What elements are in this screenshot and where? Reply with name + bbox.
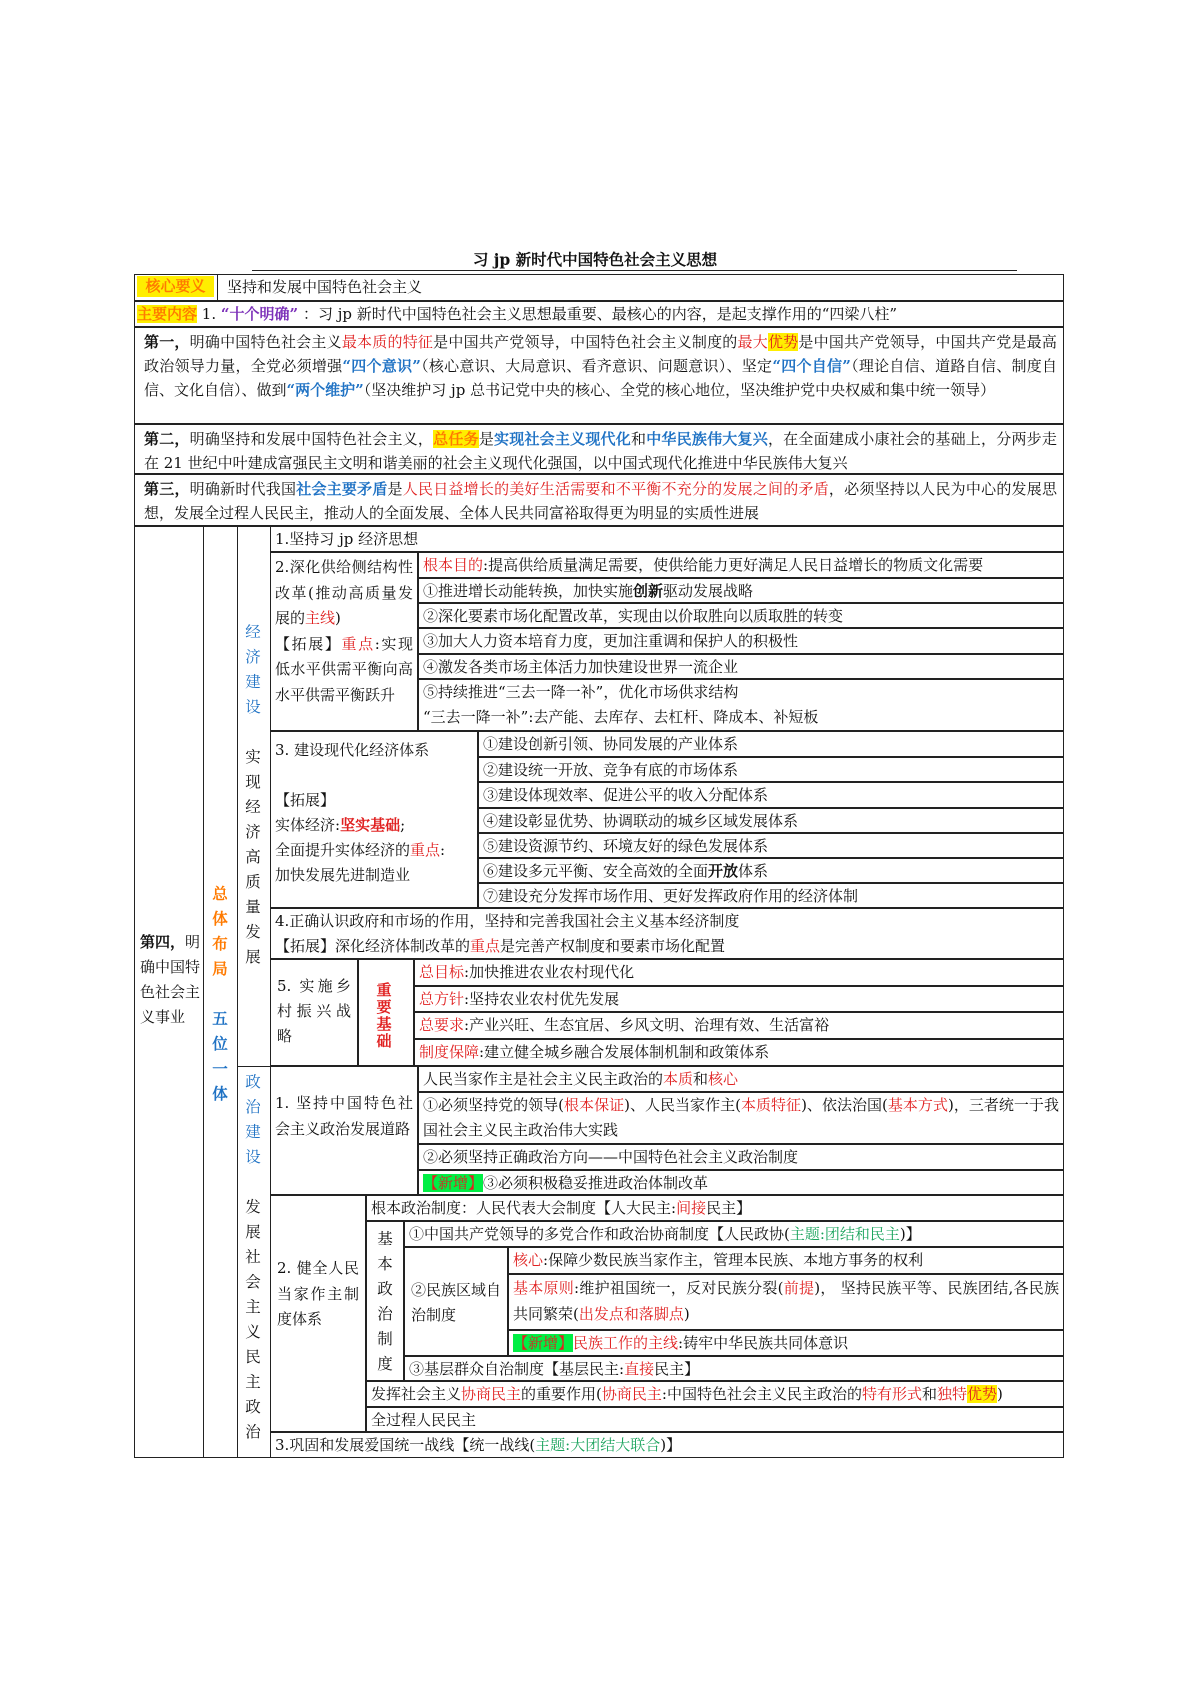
fourth-label-2: 明确中国特色社会主义事业 bbox=[140, 933, 201, 1026]
econ-s3-item-4: ④建设彰显优势、协调联动的城乡区域发展体系 bbox=[478, 808, 1064, 833]
econ-s3-item-7: ⑦建设充分发挥市场作用、更好发挥政府作用的经济体制 bbox=[478, 883, 1064, 908]
econ-s2-item-1 bbox=[418, 552, 1064, 578]
econ-s3-label bbox=[270, 731, 478, 908]
p1-f: 优势 bbox=[767, 333, 799, 351]
pol-b2-r1-a: 核心 bbox=[513, 1251, 544, 1269]
econ-s3-h: : bbox=[440, 841, 446, 859]
pol-b2-label: ②民族区域自治制度 bbox=[404, 1247, 508, 1356]
p2-c: 总任务 bbox=[433, 430, 479, 448]
point-3 bbox=[134, 474, 1064, 526]
overall-layout-label: 总体布局 bbox=[212, 884, 228, 978]
pol-b2-r2-c: 前提 bbox=[783, 1279, 815, 1297]
econ-s2-e: 重点 bbox=[341, 634, 375, 653]
econ-s3-g: 重点 bbox=[410, 841, 441, 859]
s2i6-line1: ⑤持续推进“三去一降一补”，优化市场供求结构 bbox=[423, 683, 739, 701]
s3i6-c: 体系 bbox=[738, 862, 769, 880]
pol-b3-a: ③基层群众自治制度【基层民主: bbox=[409, 1360, 625, 1378]
p3-c: 社会主要矛盾 bbox=[296, 480, 388, 498]
pol-s1-r3: ②必须坚持正确政治方向——中国特色社会主义政治制度 bbox=[418, 1144, 1064, 1170]
p1-i: （核心意识、大局意识、看齐意识、问题意识）、坚定 bbox=[420, 357, 773, 375]
main-label: 主要内容 bbox=[137, 305, 198, 323]
pol-s1-r2-g: )，三者统一于我国社会主义民主政治伟大实践 bbox=[423, 1096, 1059, 1139]
econ-pol-divider bbox=[237, 1066, 270, 1067]
econ-s3-item-2: ②建设统一开放、竞争有底的市场体系 bbox=[478, 757, 1064, 782]
pol-s1-r1-a: 人民当家作主是社会主义民主政治的 bbox=[423, 1070, 664, 1088]
econ-s3-a: 3. 建设现代化经济体系 bbox=[275, 741, 430, 759]
s5i1-b: :加快推进农业农村现代化 bbox=[464, 963, 635, 981]
pol-s1-r1-c: 和 bbox=[693, 1070, 709, 1088]
pol-s1-r2-a: ①必须坚持党的领导( bbox=[423, 1096, 565, 1114]
econ-s3-item-3: ③建设体现效率、促进公平的收入分配体系 bbox=[478, 782, 1064, 808]
core-row bbox=[134, 274, 1064, 301]
basic-system-cell bbox=[366, 1221, 404, 1381]
pol-s1-r1-d: 核心 bbox=[708, 1070, 739, 1088]
s5i3-a: 总要求 bbox=[419, 1016, 465, 1034]
econ-s5-item-4 bbox=[414, 1039, 1064, 1066]
pol-s3 bbox=[270, 1432, 1064, 1458]
econ-s2-item-2 bbox=[418, 578, 1064, 603]
pol-s2-r5-h: 独特 bbox=[937, 1385, 968, 1403]
p1-g: 是中国共产党领导，中国共产党是最高政治领导力量，全党必须增强 bbox=[144, 333, 1057, 375]
p1-k: （理论自信、道路自信、制度自信、文化自信）、做到 bbox=[144, 357, 1057, 399]
pol-s2-r5-c: 的重要作用( bbox=[521, 1385, 602, 1403]
pol-b2-r2-f: ) bbox=[683, 1305, 690, 1323]
econ-s3-item-6 bbox=[478, 858, 1064, 883]
pol-s2-r1 bbox=[366, 1195, 1064, 1221]
pol-b1-b: 主题:团结和民主 bbox=[789, 1225, 900, 1243]
econ-s2-b: 主线 bbox=[305, 609, 336, 627]
econ-title: 经济建设 bbox=[245, 623, 261, 716]
pol-b3 bbox=[404, 1356, 1064, 1381]
main-content-row bbox=[134, 301, 1064, 327]
pol-b2-r3 bbox=[508, 1330, 1064, 1356]
col-divider-1 bbox=[203, 526, 204, 1458]
pol-s1-r2-d: 本质特征 bbox=[740, 1096, 802, 1114]
pol-s1-r1 bbox=[418, 1066, 1064, 1092]
econ-s2-a: 2.深化供给侧结构性改革(推动高质量发展的 bbox=[275, 558, 413, 627]
pol-s1-r2-f: 基本方式 bbox=[887, 1096, 948, 1114]
p2-a: 第二， bbox=[144, 430, 190, 448]
econ-s5-label: 5. 实施乡村振兴战略 bbox=[270, 959, 358, 1066]
p3-d: 是 bbox=[387, 480, 403, 498]
core-divider bbox=[217, 275, 218, 300]
pol-s3-c: )】 bbox=[660, 1436, 682, 1454]
pol-s2-r5-i: 优势 bbox=[967, 1385, 998, 1403]
econ-s3-b: 【拓展】 bbox=[275, 791, 336, 809]
econ-s2-c: ) bbox=[335, 609, 341, 627]
p1-d: 是中国共产党领导，中国特色社会主义制度的 bbox=[433, 333, 738, 351]
five-in-one-label: 五位一体 bbox=[212, 1009, 228, 1103]
p3-b: 明确新时代我国 bbox=[189, 480, 297, 498]
pol-s2-r6: 全过程人民民主 bbox=[366, 1407, 1064, 1432]
p1-j: “四个自信” bbox=[772, 357, 851, 375]
econ-r4a: 4.正确认识政府和市场的作用，坚持和完善我国社会主义基本经济制度 bbox=[275, 912, 740, 930]
p1-e: 最大 bbox=[737, 333, 768, 351]
p3-a: 第三， bbox=[144, 480, 190, 498]
pol-b1-a: ①中国共产党领导的多党合作和政治协商制度【人民政协( bbox=[409, 1225, 790, 1243]
p1-h: “四个意识” bbox=[342, 357, 421, 375]
main-text-3: ：习 jp 新时代中国特色社会主义思想最重要、最核心的内容，是起支撑作用的“四梁八柱” bbox=[302, 305, 898, 323]
pol-s1-r4-a: ③必须积极稳妥推进政治体制改革 bbox=[483, 1174, 709, 1192]
econ-r4b-b: 重点 bbox=[470, 937, 501, 955]
pol-b2-r2-a: 基本原则 bbox=[513, 1279, 575, 1297]
pol-b1 bbox=[404, 1221, 1064, 1247]
pol-b2-r2 bbox=[508, 1274, 1064, 1330]
s2i1-a: 根本目的 bbox=[423, 556, 484, 574]
pol-s1-r2 bbox=[418, 1092, 1064, 1144]
s3i6-a: ⑥建设多元平衡、安全高效的全面 bbox=[483, 862, 709, 880]
p2-e: 实现社会主义现代化 bbox=[494, 430, 631, 448]
pol-s2-r1-b: 间接 bbox=[676, 1199, 707, 1217]
pol-s1-r2-e: )、依法治国( bbox=[801, 1096, 888, 1114]
pol-b2-r3-b: :铸牢中华民族共同体意识 bbox=[678, 1334, 849, 1352]
pol-s1-r4-tag: 【新增】 bbox=[423, 1174, 484, 1192]
col-divider-2 bbox=[237, 526, 238, 1458]
s2i2-c: 驱动发展战略 bbox=[663, 582, 754, 600]
econ-s5-item-2 bbox=[414, 986, 1064, 1012]
p1-m: （坚决维护习 jp 总书记党中央的核心、全党的核心地位，坚决维护党中央权威和集中统一领导） bbox=[363, 381, 996, 399]
basic-system-label: 基本政治制度 bbox=[377, 1230, 393, 1373]
econ-s3-e: ; bbox=[400, 816, 406, 834]
econ-s3-c: 实体经济: bbox=[275, 816, 341, 834]
core-text: 坚持和发展中国特色社会主义 bbox=[227, 278, 423, 296]
fourth-label bbox=[140, 930, 202, 1030]
main-text-2: “十个明确” bbox=[220, 305, 299, 323]
pol-s1-r2-c: )、人民当家作主( bbox=[624, 1096, 741, 1114]
title-underline bbox=[252, 270, 1017, 271]
econ-r4 bbox=[270, 908, 1064, 959]
econ-s5-tag bbox=[358, 959, 414, 1066]
econ-sub: 实现经济高质量发展 bbox=[245, 748, 261, 966]
pol-b2-r1 bbox=[508, 1247, 1064, 1274]
p2-b: 明确坚持和发展中国特色社会主义， bbox=[189, 430, 434, 448]
pol-b2-r2-d: )， 坚持民族平等、民族团结,各民族共同繁荣( bbox=[513, 1279, 1059, 1323]
pol-b2-r3-tag: 【新增】 bbox=[513, 1334, 574, 1352]
pol-s2-r1-a: 根本政治制度：人民代表大会制度【人大民主: bbox=[371, 1199, 677, 1217]
s5i2-b: :坚持农业农村优先发展 bbox=[464, 990, 620, 1008]
pol-s1-r2-b: 根本保证 bbox=[564, 1096, 625, 1114]
econ-r4b-a: 【拓展】深化经济体制改革的 bbox=[275, 937, 471, 955]
s5i2-a: 总方针 bbox=[419, 990, 465, 1008]
econ-r4b-c: 是完善产权制度和要素市场化配置 bbox=[500, 937, 726, 955]
econ-s3-d: 坚实基础 bbox=[340, 816, 401, 834]
pol-s2-r5-e: :中国特色社会主义民主政治的 bbox=[661, 1385, 862, 1403]
p2-g: 中华民族伟大复兴 bbox=[646, 430, 768, 448]
fourth-label-1: 第四， bbox=[140, 933, 186, 951]
pol-s2-r5-a: 发挥社会主义 bbox=[371, 1385, 462, 1403]
pol-s1-r1-b: 本质 bbox=[663, 1070, 694, 1088]
econ-s5-tag-text: 重要基础 bbox=[376, 981, 392, 1050]
pol-s3-b: 主题:大团结大联合 bbox=[535, 1436, 661, 1454]
pol-b3-c: 民主】 bbox=[654, 1360, 700, 1378]
econ-s3-f: 全面提升实体经济的 bbox=[275, 841, 411, 859]
p1-a: 第一， bbox=[144, 333, 190, 351]
econ-s5-item-1 bbox=[414, 959, 1064, 986]
main-text-1: 1. bbox=[201, 305, 217, 323]
pol-b3-b: 直接 bbox=[624, 1360, 655, 1378]
pol-sub: 发展社会主义民主政治 bbox=[245, 1198, 261, 1441]
p3-e: 人民日益增长的美好生活需要和不平衡不充分的发展之间的矛盾 bbox=[402, 480, 829, 498]
econ-s2-label bbox=[270, 552, 418, 731]
point-1 bbox=[134, 327, 1064, 424]
pol-s1-label: 1. 坚持中国特色社会主义政治发展道路 bbox=[270, 1066, 418, 1195]
s2i1-b: :提高供给质量满足需要，使供给能力更好满足人民日益增长的物质文化需要 bbox=[483, 556, 984, 574]
econ-s5-item-3 bbox=[414, 1012, 1064, 1039]
pol-s1-r4 bbox=[418, 1170, 1064, 1195]
econ-r1: 1.坚持习 jp 经济思想 bbox=[270, 526, 1064, 552]
pol-s2-label: 2. 健全人民当家作主制度体系 bbox=[270, 1195, 366, 1432]
pol-s2-r5-b: 协商民主 bbox=[461, 1385, 522, 1403]
pol-title: 政治建设 bbox=[245, 1073, 261, 1166]
pol-b2-r1-b: :保障少数民族当家作主，管理本民族、本地方事务的权利 bbox=[543, 1251, 924, 1269]
pol-s2-r5-d: 协商民主 bbox=[601, 1385, 662, 1403]
p1-b: 明确中国特色社会主义 bbox=[189, 333, 342, 351]
econ-s2-f: :实现低水平供需平衡向高水平供需平衡跃升 bbox=[275, 634, 413, 704]
p2-h: ，在全面建成小康社会的基础上，分两步走在 21 世纪中叶建成富强民主文明和谐美丽的社会主义现代化强国，以中国式现代化推进中华民族伟大复兴 bbox=[144, 430, 1057, 472]
p1-l: “两个维护” bbox=[286, 381, 364, 399]
p3-f: ，必须坚持以人民为中心的发展思想，发展全过程人民民主，推动人的全面发展、全体人民共同富裕取得更为明显的实质性进展 bbox=[144, 480, 1057, 522]
econ-s3-item-1: ①建设创新引领、协同发展的产业体系 bbox=[478, 731, 1064, 757]
s2i2-b: 创新 bbox=[633, 582, 664, 600]
pol-s2-r5-g: 和 bbox=[921, 1385, 937, 1403]
s5i4-a: 制度保障 bbox=[419, 1043, 480, 1061]
s5i4-b: :建立健全城乡融合发展体制机制和政策体系 bbox=[479, 1043, 770, 1061]
s5i1-a: 总目标 bbox=[419, 963, 465, 981]
pol-b1-c: )】 bbox=[899, 1225, 921, 1243]
document-title: 习 jp 新时代中国特色社会主义思想 bbox=[472, 250, 718, 269]
pol-s2-r5-j: ) bbox=[997, 1385, 1003, 1403]
point-2 bbox=[134, 424, 1064, 474]
econ-s2-item-3: ②深化要素市场化配置改革，实现由以价取胜向以质取胜的转变 bbox=[418, 603, 1064, 628]
s3i6-b: 开放 bbox=[708, 862, 739, 880]
s5i3-b: :产业兴旺、生态宜居、乡风文明、治理有效、生活富裕 bbox=[464, 1016, 830, 1034]
core-label: 核心要义 bbox=[137, 276, 214, 297]
pol-s2-r5 bbox=[366, 1381, 1064, 1407]
pol-s3-a: 3.巩固和发展爱国统一战线【统一战线( bbox=[275, 1436, 536, 1454]
econ-s3-i: 加快发展先进制造业 bbox=[275, 866, 411, 884]
s2i6-line2: “三去一降一补”:去产能、去库存、去杠杆、降成本、补短板 bbox=[423, 708, 819, 726]
p1-c: 最本质的特征 bbox=[341, 333, 434, 351]
pol-b2-r2-b: :维护祖国统一，反对民族分裂( bbox=[574, 1279, 784, 1297]
pol-s2-r1-c: 民主】 bbox=[706, 1199, 752, 1217]
p2-f: 和 bbox=[631, 430, 647, 448]
pol-s2-r5-f: 特有形式 bbox=[861, 1385, 922, 1403]
econ-s2-d: 【拓展】 bbox=[275, 634, 342, 653]
pol-b2-r3-a: 民族工作的主线 bbox=[573, 1334, 679, 1352]
econ-s2-item-4: ③加大人力资本培育力度，更加注重调和保护人的积极性 bbox=[418, 628, 1064, 654]
econ-s2-item-6 bbox=[418, 679, 1064, 731]
econ-s2-item-5: ④激发各类市场主体活力加快建设世界一流企业 bbox=[418, 654, 1064, 679]
econ-s3-item-5: ⑤建设资源节约、环境友好的绿色发展体系 bbox=[478, 833, 1064, 858]
pol-b2-r2-e: 出发点和落脚点 bbox=[578, 1305, 684, 1323]
s2i2-a: ①推进增长动能转换，加快实施 bbox=[423, 582, 634, 600]
p2-d: 是 bbox=[478, 430, 495, 448]
